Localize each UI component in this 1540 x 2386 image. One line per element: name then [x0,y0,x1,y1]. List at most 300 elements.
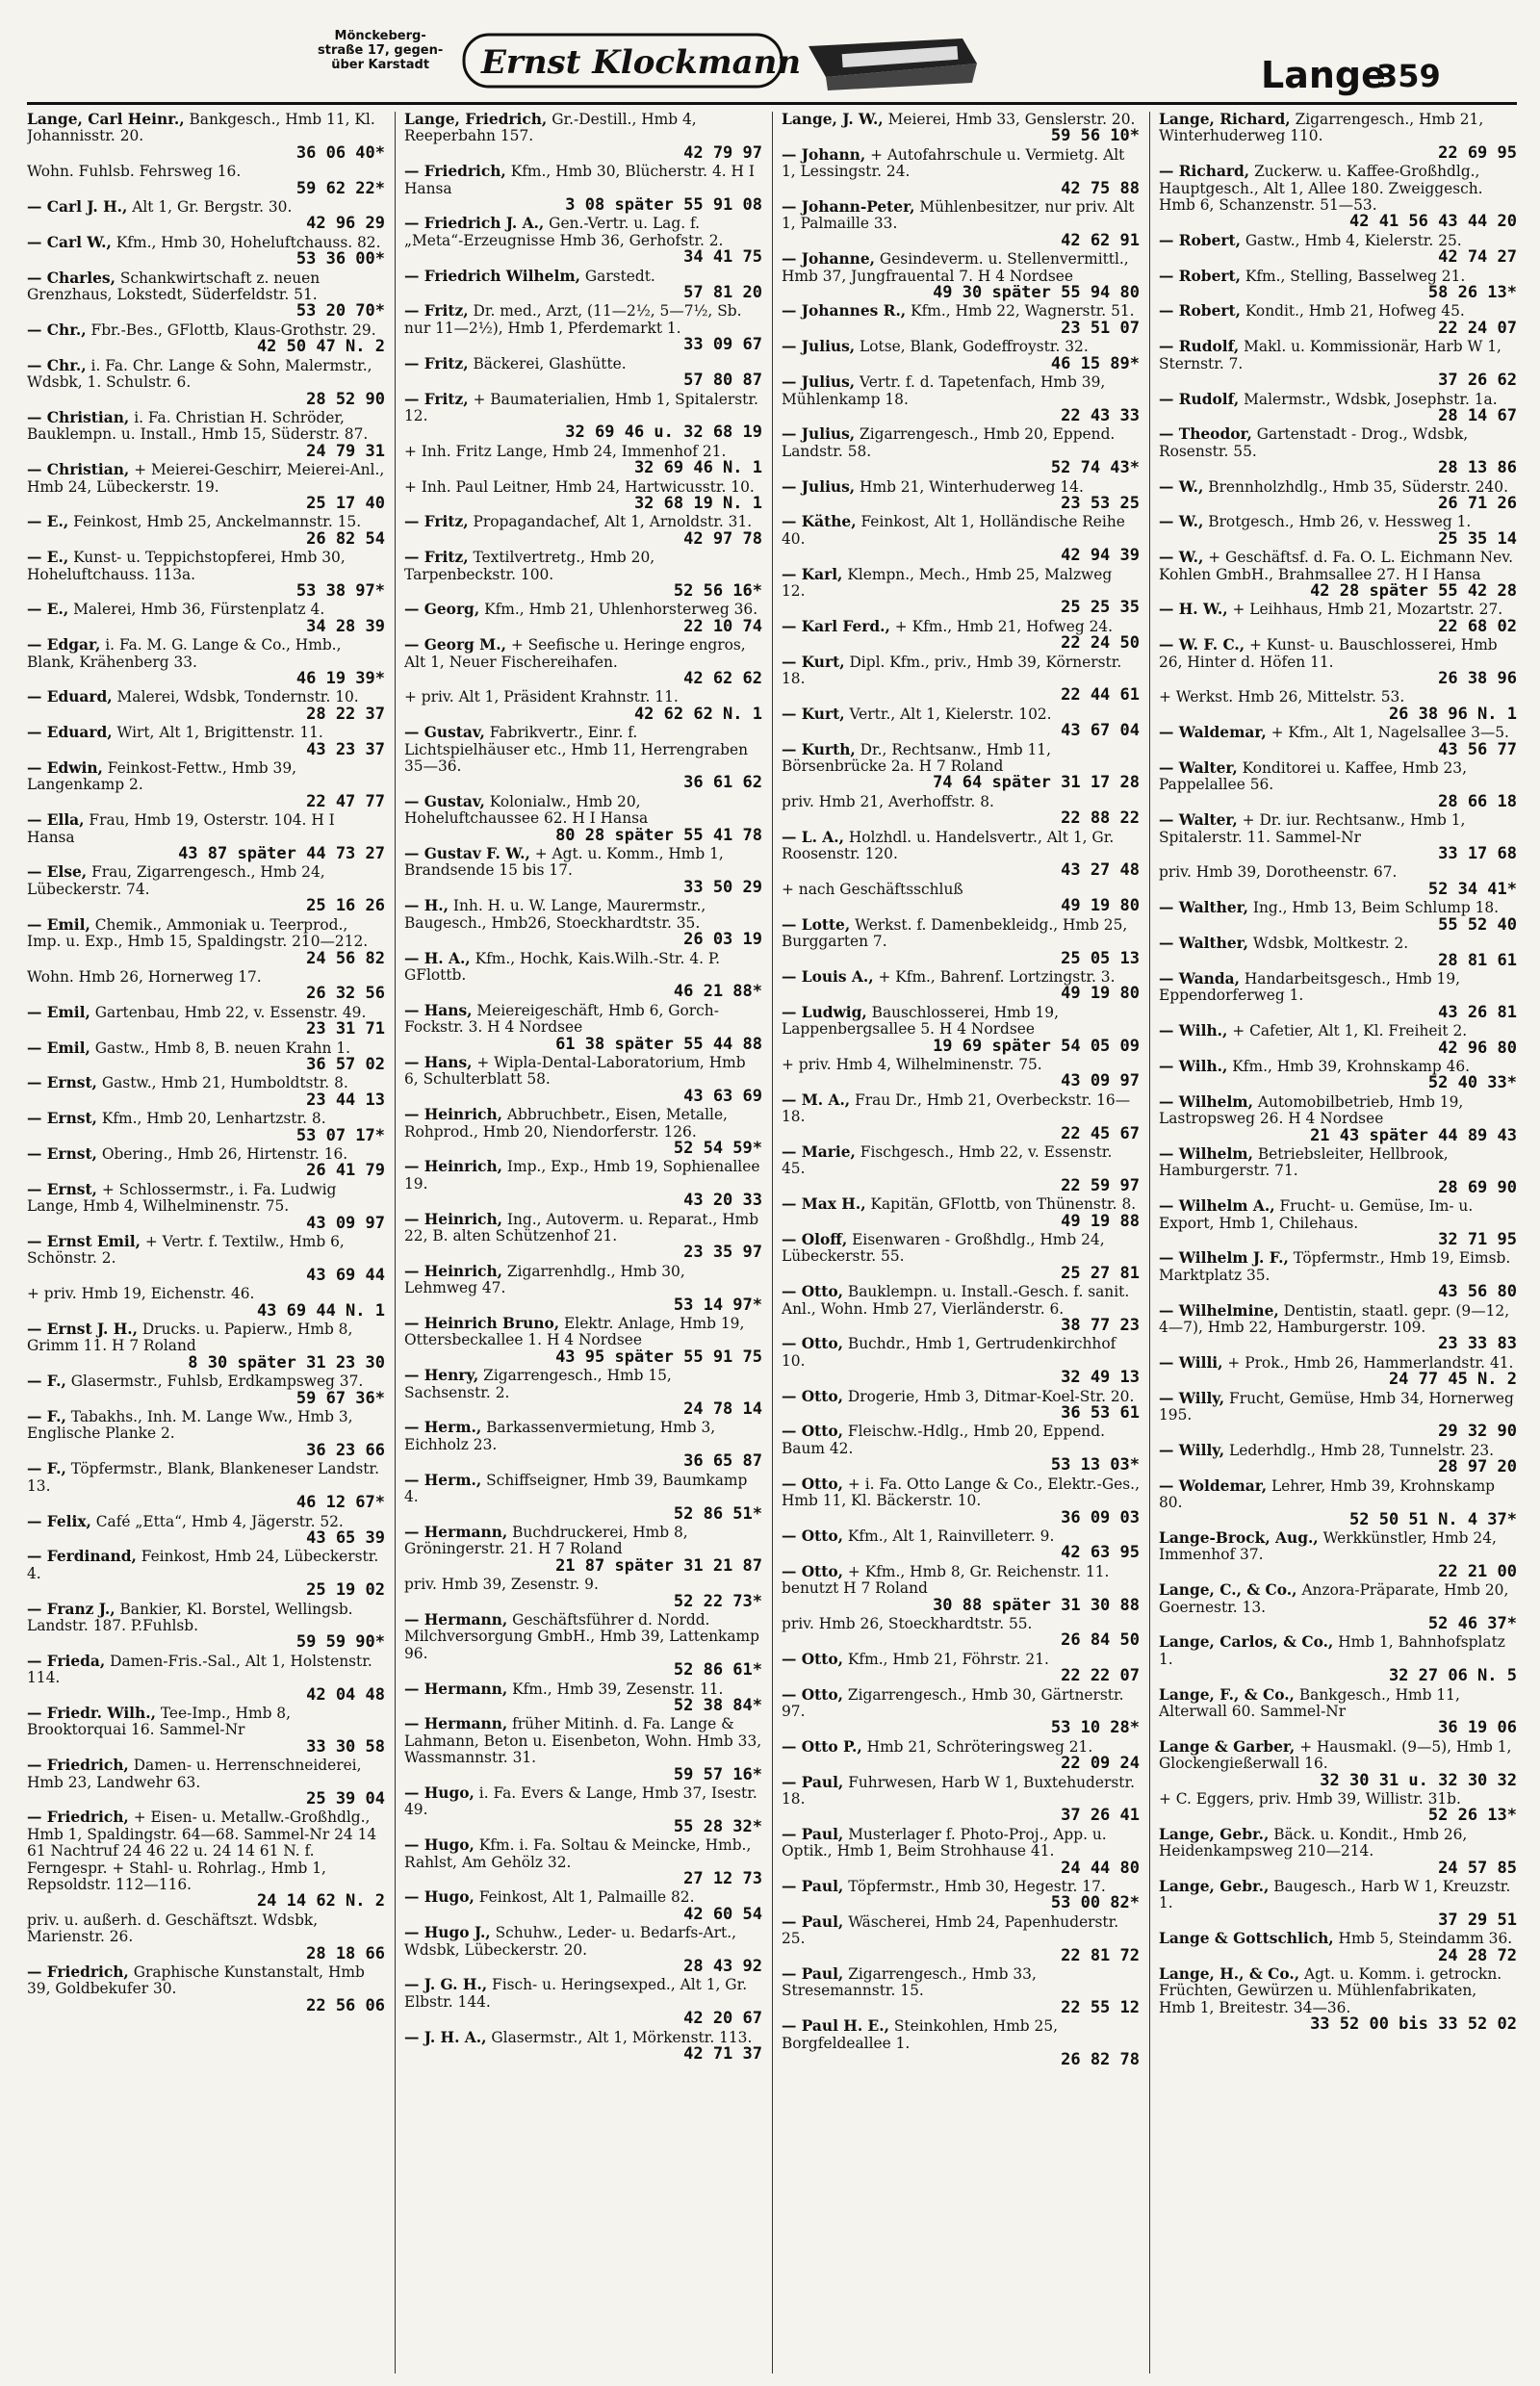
entry-name: — Paul, [782,1773,844,1791]
directory-entry [27,1286,385,1320]
entry-phone: 52 86 51* [673,1503,762,1524]
directory-entry [782,339,1140,372]
entry-phone: 28 69 90 [1438,1177,1517,1197]
entry-name: — Friedrich Wilhelm, [404,267,580,285]
directory-entry [782,2018,1140,2068]
entry-phone: 42 60 54 [683,1904,762,1924]
entry-name: Lange, H., & Co., [1159,1965,1300,1984]
entry-phone: 52 50 51 N. 4 37* [1349,1509,1517,1529]
directory-entry [782,917,1140,967]
page-header [0,0,1540,106]
entry-phone: 22 69 95 [1438,142,1517,163]
entry-phone: 28 13 86 [1438,458,1517,478]
entry-text: Fbr.-Bes., GFlottb, Klaus-Grothstr. 29. [90,321,376,339]
entry-text: Zigarrengesch., Hmb 21, Winterhuderweg 110. [1159,112,1484,145]
entry-name: — Willi, [1159,1353,1223,1372]
entry-phone: 22 24 50 [1061,633,1140,654]
entry-text: Gartenbau, Hmb 22, v. Essenstr. 49. [94,1003,367,1021]
entry-phone: 22 55 12 [1061,1997,1140,2017]
entry-text: Bäck. u. Kondit., Hmb 26, Heidenkampsweg 210—214. [1159,1825,1468,1860]
entry-phone: 22 09 24 [1061,1754,1140,1774]
entry-phone: 25 39 04 [306,1789,385,1809]
entry-name: — Johann-Peter, [782,198,915,217]
entry-text: Gastw., Hmb 4, Kielerstr. 25. [1245,231,1462,249]
entry-text: + Kfm., Hmb 21, Hofweg 24. [894,617,1114,635]
entry-phone: 36 65 87 [683,1451,762,1472]
entry-text: Tabakhs., Inh. M. Lange Ww., Hmb 3, Englische Planke 2. [27,1408,353,1443]
directory-entry [404,1055,762,1105]
entry-text: Schankwirtschaft z. neuen Grenzhaus, Lokstedt, Süderfeldstr. 51. [27,269,321,304]
suitcase-icon [808,38,977,90]
directory-entry [404,479,762,513]
column-3 [782,112,1140,2373]
entry-phone: 52 74 43* [1050,458,1140,478]
entry-text: Glasermstr., Fuhlsb, Erdkampsweg 37. [70,1373,364,1391]
entry-name: — Richard, [1159,163,1250,181]
entry-text: Imp., Exp., Hmb 19, Sophienallee 19. [404,1158,760,1193]
entry-phone: 36 09 03 [1061,1507,1140,1527]
entry-phone: 49 19 80 [1061,896,1140,916]
entry-phone: 26 03 19 [683,930,762,950]
entry-text: + Vertr. f. Textilw., Hmb 6, Schönstr. 2. [27,1233,345,1268]
entry-phone: 59 67 36* [295,1388,385,1408]
entry-text: Gr.-Destill., Hmb 4, Reeperbahn 157. [404,112,697,145]
directory-entry [404,303,762,353]
entry-name: — Walter, [1159,759,1238,778]
directory-entry [404,1837,762,1887]
entry-phone: 58 26 13* [1427,283,1517,303]
entry-text: + Inh. Paul Leitner, Hmb 24, Hartwicusstr. 10. [404,477,755,496]
entry-name: — Hans, [404,1053,473,1071]
entry-phone: 59 59 90* [295,1632,385,1653]
entry-text: Bauklempn. u. Install.-Gesch. f. sanit. Anl., Wohn. Hmb 27, Vierländerstr. 6. [782,1283,1130,1318]
entry-phone: 24 77 45 N. 2 [1388,1370,1517,1390]
directory-entry [782,1914,1140,1964]
directory-entry [1159,936,1517,969]
entry-phone: 24 14 62 N. 2 [256,1891,385,1911]
entry-name: — F., [27,1373,66,1391]
entry-text: Feinkost, Alt 1, Holländische Reihe 40. [782,513,1125,548]
entry-name: — Ferdinand, [27,1548,137,1566]
entry-text: Buchdr., Hmb 1, Gertrudenkirchhof 10. [782,1335,1116,1370]
directory-entry [1159,637,1517,687]
entry-phone: 43 69 44 N. 1 [256,1300,385,1321]
entry-text: Schuhw., Leder- u. Bedarfs-Art., Wdsbk, Lübeckerstr. 20. [404,1924,736,1959]
entry-name: — Theodor, [1159,425,1252,444]
directory-entry [404,1925,762,1975]
entry-text: priv. Hmb 21, Averhoffstr. 8. [782,792,994,810]
entry-text: Abbruchbetr., Eisen, Metalle, Rohprod., Hmb 20, Niendorferstr. 126. [404,1106,728,1141]
entry-text: priv. u. außerh. d. Geschäftszt. Wdsbk, Marienstr. 26. [27,1911,319,1946]
entry-text: Malerei, Hmb 36, Fürstenplatz 4. [73,601,325,619]
entry-text: + Agt. u. Komm., Hmb 1, Brandsende 15 bis 17. [404,845,724,880]
entry-phone: 25 05 13 [1061,948,1140,968]
entry-name: Lange-Brock, Aug., [1159,1528,1319,1547]
directory-entry [1159,1198,1517,1248]
directory-entry [1159,864,1517,898]
directory-entry [1159,689,1517,723]
entry-text: + Baumaterialien, Hmb 1, Spitalerstr. 12. [404,390,758,424]
entry-phone: 52 46 37* [1427,1613,1517,1633]
directory-entry [404,1577,762,1610]
entry-text: Drucks. u. Papierw., Hmb 8, Grimm 11. H 7 Roland [27,1321,353,1355]
entry-text: Ing., Hmb 13, Beim Schlump 18. [1252,899,1500,917]
directory-entry [1159,1355,1517,1389]
directory-entry [782,479,1140,513]
entry-text: + Schlossermstr., i. Fa. Ludwig Lange, Hmb 4, Wilhelminenstr. 75. [27,1180,337,1216]
entry-phone: 33 09 67 [683,335,762,355]
entry-name: — E., [27,513,69,531]
entry-text: Automobilbetrieb, Hmb 19, Lastropsweg 26. H 4 Nordsee [1159,1092,1464,1128]
entry-text: i. Fa. M. G. Lange & Co., Hmb., Blank, Krähenberg 33. [27,636,342,671]
directory-entry [404,1212,762,1262]
entry-phone: 37 29 51 [1438,1910,1517,1930]
entry-phone: 28 43 92 [683,1957,762,1977]
entry-phone: 42 97 78 [683,528,762,549]
entry-phone: 24 79 31 [306,441,385,461]
entry-phone: 52 86 61* [673,1660,762,1680]
entry-text: + Autofahrschule u. Vermietg. Alt 1, Lessingstr. 24. [782,145,1125,181]
entry-text: Frucht- u. Gemüse, Im- u. Export, Hmb 1, Chilehaus. [1159,1197,1474,1232]
entry-text: + C. Eggers, priv. Hmb 39, Willistr. 31b. [1159,1790,1461,1808]
entry-name: — Marie, [782,1142,856,1161]
directory-entry [782,567,1140,617]
entry-text: + Eisen- u. Metallw.-Großhdlg., Hmb 1, Spaldingstr. 64—68. Sammel-Nr 24 14 61 Nachtruf 24 46 22 u. 24 14 61 N. f. Ferngespr. + Stahl- u. Rohrlag., Hmb 1, Repsoldstr. 112—116. [27,1809,377,1894]
directory-entry [404,2030,762,2064]
entry-text: Feinkost, Hmb 24, Lübeckerstr. 4. [27,1548,379,1582]
entry-name: — Julius, [782,425,856,444]
entry-name: — Lotte, [782,915,851,934]
entry-phone: 42 74 27 [1438,247,1517,268]
entry-text: Kolonialw., Hmb 20, Hoheluftchaussee 62. H I Hansa [404,792,649,828]
entry-text: Kunst- u. Teppichstopferei, Hmb 30, Hoheluftchauss. 113a. [27,549,346,583]
directory-entry [1159,1931,1517,1964]
entry-text: Makl. u. Kommissionär, Harb W 1, Sternstr. 7. [1159,338,1502,372]
entry-phone: 53 10 28* [1050,1718,1140,1738]
entry-text: Betriebsleiter, Hellbrook, Hamburgerstr. 71. [1159,1144,1449,1180]
entry-text: Kfm., Hmb 20, Lenhartzstr. 8. [101,1110,326,1128]
entry-phone: 43 27 48 [1061,860,1140,881]
directory-entry [782,303,1140,337]
entry-text: Tee-Imp., Hmb 8, Brooktorquai 16. Sammel-Nr [27,1704,291,1739]
entry-name: Lange & Garber, [1159,1737,1296,1756]
entry-text: Fabrikvertr., Einr. f. Lichtspielhäuser etc., Hmb 11, Herrengraben 35—36. [404,724,749,776]
entry-name: — Hermann, [404,1610,508,1629]
entry-name: Lange, Gebr., [1159,1878,1270,1896]
entry-name: — Robert, [1159,302,1241,321]
entry-name: — Friedrich, [27,1963,129,1982]
directory-entry [404,1977,762,2027]
directory-entry [27,1234,385,1284]
directory-entry [404,689,762,723]
directory-entry [1159,1791,1517,1825]
directory-entry [404,1525,762,1575]
entry-text: + Seefische u. Heringe engros, Alt 1, Neuer Fischereihafen. [404,636,746,671]
entry-phone: 28 66 18 [1438,791,1517,811]
directory-entry [1159,164,1517,231]
entry-phone: 33 52 00 bis 33 52 02 [1310,2014,1517,2035]
entry-phone: 22 21 00 [1438,1561,1517,1581]
entry-name: — Hugo, [404,1888,475,1907]
entry-name: — Otto, [782,1475,843,1493]
directory-entry [27,864,385,914]
entry-phone: 30 88 später 31 30 88 [933,1595,1140,1615]
entry-phone: 42 79 97 [683,142,762,163]
entry-text: Zuckerw. u. Kaffee-Großhdlg., Hauptgesch., Alt 1, Allee 180. Zweiggesch. Hmb 6, Schanzenstr. 51—53. [1159,163,1483,215]
entry-name: Lange, C., & Co., [1159,1581,1297,1600]
entry-name: — Wilh., [1159,1022,1228,1040]
entry-name: — Paul H. E., [782,2017,889,2036]
entry-name: — Frieda, [27,1652,106,1670]
directory-entry [782,619,1140,653]
entry-phone: 42 96 80 [1438,1038,1517,1058]
entry-name: — Eduard, [27,688,113,706]
entry-phone: 26 38 96 [1438,669,1517,688]
directory-entry [782,426,1140,476]
directory-entry [1159,971,1517,1021]
entry-name: — Willy, [1159,1389,1225,1407]
address-line-1: Mönckeberg- [334,29,426,43]
entry-phone: 22 45 67 [1061,1123,1140,1143]
entry-text: i. Fa. Christian H. Schröder, Bauklempn. u. Install., Hmb 15, Süderstr. 87. [27,408,369,444]
entry-text: Konditorei u. Kaffee, Hmb 23, Pappelallee 56. [1159,759,1467,794]
entry-phone: 42 20 67 [683,2009,762,2029]
entry-phone: 43 56 80 [1438,1282,1517,1302]
directory-entry [1159,1879,1517,1929]
entry-phone: 52 34 41* [1427,879,1517,899]
entry-text: Hmb 21, Winterhuderweg 14. [860,477,1084,496]
entry-text: Klempn., Mech., Hmb 25, Malzweg 12. [782,565,1113,600]
entry-text: Kfm., Hmb 30, Blücherstr. 4. H I Hansa [404,163,755,197]
entry-text: Lederhdlg., Hmb 28, Tunnelstr. 23. [1229,1441,1495,1459]
directory-entry [404,356,762,390]
entry-name: — Christian, [27,408,130,426]
entry-phone: 42 62 62 N. 1 [633,704,762,724]
entry-phone: 36 57 02 [306,1054,385,1074]
entry-name: — Gustav, [404,724,485,742]
entry-text: Hmb 5, Steindamm 36. [1338,1930,1513,1948]
address-line-3: über Karstadt [331,58,430,72]
entry-name: — Wilhelm, [1159,1092,1253,1111]
directory-entry [27,1912,385,1963]
directory-entry [782,1196,1140,1230]
entry-text: Zigarrenhdlg., Hmb 30, Lehmweg 47. [404,1262,685,1297]
entry-text: Kfm., Alt 1, Rainvilleterr. 9. [847,1527,1055,1545]
entry-text: Töpfermstr., Hmb 19, Eimsb. Marktplatz 35. [1159,1249,1511,1284]
entry-name: — Paul, [782,1965,844,1984]
page-number: 359 [1376,58,1441,94]
entry-name: — Julius, [782,373,856,392]
directory-entry [782,1652,1140,1685]
entry-name: — Wanda, [1159,969,1240,988]
directory-entry [404,1159,762,1209]
entry-text: Werkst. f. Damenbekleidg., Hmb 25, Burggarten 7. [782,915,1128,951]
directory-entry [27,1111,385,1144]
directory-entry [27,1040,385,1074]
entry-name: — Georg, [404,601,480,619]
entry-phone: 22 88 22 [1061,808,1140,829]
entry-text: Fischgesch., Hmb 22, v. Essenstr. 45. [782,1142,1113,1178]
entry-text: Gesindeverm. u. Stellenvermittl., Hmb 37, Jungfrauental 7. H 4 Nordsee [782,250,1129,285]
directory-entry [782,969,1140,1003]
logo-text: Ernst Klockmann [481,43,802,82]
directory-entry [1159,1391,1517,1441]
directory-entry [782,1424,1140,1474]
directory-entry [782,1476,1140,1527]
entry-phone: 27 12 73 [683,1869,762,1889]
entry-phone: 42 71 37 [683,2044,762,2065]
entry-text: Töpfermstr., Blank, Blankeneser Landstr. 13. [27,1460,379,1495]
entry-phone: 57 81 20 [683,283,762,303]
entry-text: + Leihhaus, Hmb 21, Mozartstr. 27. [1232,601,1503,619]
entry-phone: 23 31 71 [306,1019,385,1039]
entry-phone: 36 19 06 [1438,1718,1517,1738]
entry-phone: 43 09 97 [306,1213,385,1233]
entry-text: Meierei, Hmb 33, Genslerstr. 20. [887,112,1136,128]
directory-entry [404,898,762,948]
entry-text: Dipl. Kfm., priv., Hmb 39, Körnerstr. 18. [782,653,1122,687]
entry-name: — Otto P., [782,1737,862,1756]
column-divider [1149,112,1150,2373]
entry-phone: 32 69 46 u. 32 68 19 [565,423,762,443]
entry-name: Lange, Carl Heinr., [27,112,185,128]
entry-name: — Heinrich Bruno, [404,1315,560,1333]
entry-text: Meiereigeschäft, Hmb 6, Gorch-Fockstr. 3. H 4 Nordsee [404,1001,719,1037]
directory-entry [404,1420,762,1470]
entry-text: priv. Hmb 39, Zesenstr. 9. [404,1576,599,1594]
directory-entry [27,164,385,197]
entry-phone: 42 62 62 [683,669,762,688]
entry-text: Lotse, Blank, Godeffroystr. 32. [860,338,1089,356]
entry-text: Frau Dr., Hmb 21, Overbeckstr. 16—18. [782,1090,1131,1126]
directory-entry [27,1146,385,1180]
entry-phone: 28 81 61 [1438,950,1517,970]
directory-entry [782,1687,1140,1737]
entry-text: Damen-Fris.-Sal., Alt 1, Holstenstr. 114. [27,1652,372,1687]
directory-entry [782,1775,1140,1825]
entry-phone: 32 30 31 u. 32 30 32 [1320,1770,1517,1790]
entry-phone: 42 75 88 [1061,178,1140,198]
entry-phone: 24 57 85 [1438,1858,1517,1878]
entry-phone: 37 26 62 [1438,371,1517,391]
entry-text: Eisenwaren - Großhdlg., Hmb 24, Lübeckerstr. 55. [782,1231,1105,1266]
column-4 [1159,112,1517,2373]
entry-name: — Wilhelm, [1159,1144,1253,1163]
directory-entry [1159,725,1517,758]
entry-text: Hmb 21, Schröteringsweg 21. [866,1737,1093,1756]
entry-name: — Rudolf, [1159,390,1240,408]
directory-entry [404,602,762,635]
directory-entry [27,112,385,162]
directory-entry [1159,514,1517,548]
directory-entry [404,1264,762,1314]
klockmann-logo [462,27,982,94]
entry-phone: 24 44 80 [1061,1858,1140,1878]
entry-text: + i. Fa. Otto Lange & Co., Elektr.-Ges., Hmb 11, Kl. Bäckerstr. 10. [782,1475,1140,1510]
entry-phone: 24 78 14 [683,1399,762,1420]
entry-phone: 26 32 56 [306,984,385,1004]
directory-entry [27,322,385,356]
directory-entry [1159,760,1517,810]
entry-text: + Kfm., Bahrenf. Lortzingstr. 3. [878,967,1116,986]
directory-entry [27,689,385,723]
directory-entry [782,882,1140,915]
entry-name: — F., [27,1408,66,1426]
entry-name: — Otto, [782,1527,843,1545]
entry-name: — Robert, [1159,267,1241,285]
entry-name: — Johann, [782,145,866,164]
entry-name: — Chr., [27,356,87,374]
directory-entry [27,1373,385,1407]
entry-text: Wohn. Fuhlsb. Fehrsweg 16. [27,163,242,181]
entry-phone: 43 87 später 44 73 27 [178,844,385,864]
entry-phone: 43 56 77 [1438,739,1517,759]
directory-entry [1159,900,1517,934]
directory-entry [782,199,1140,249]
entry-name: — Waldemar, [1159,724,1267,742]
directory-entry [1159,1582,1517,1632]
entry-phone: 22 47 77 [306,791,385,811]
entry-name: — E., [27,549,69,567]
entry-name: — Gustav, [404,792,485,810]
entry-name: — Ella, [27,811,85,830]
entry-phone: 52 38 84* [673,1695,762,1715]
directory-entry [782,742,1140,792]
entry-name: — Robert, [1159,231,1241,249]
directory-entry [1159,1303,1517,1353]
entry-phone: 26 84 50 [1061,1630,1140,1651]
entry-text: Gen.-Vertr. u. Lag. f. „Meta“-Erzeugnisse Hmb 36, Gerhofstr. 2. [404,215,724,249]
entry-text: Zigarrengesch., Hmb 33, Stresemannstr. 15. [782,1965,1037,2000]
entry-text: Zigarrengesch., Hmb 30, Gärtnerstr. 97. [782,1685,1124,1720]
entry-text: Vertr. f. d. Tapetenfach, Hmb 39, Mühlenkamp 18. [782,373,1106,408]
directory-entry [27,969,385,1003]
entry-text: + Hausmakl. (9—5), Hmb 1, Glockengießerwall 16. [1159,1737,1512,1773]
entry-name: — Ludwig, [782,1003,867,1021]
directory-entry [27,1321,385,1372]
entry-phone: 43 95 später 55 91 75 [555,1347,762,1367]
entry-name: — Christian, [27,461,130,479]
entry-text: Ing., Autoverm. u. Reparat., Hmb 22, B. alten Schützenhof 21. [404,1210,759,1244]
entry-text: Bankgesch., Hmb 11, Alterwall 60. Sammel-Nr [1159,1685,1460,1720]
entry-phone: 26 41 79 [306,1161,385,1181]
directory-entry [782,1528,1140,1562]
entry-name: — Louis A., [782,967,874,986]
directory-entry [1159,1530,1517,1580]
entry-text: Mühlenbesitzer, nur priv. Alt 1, Palmaille 33. [782,198,1135,233]
directory-entry [27,270,385,321]
entry-name: — Rudolf, [1159,338,1240,356]
entry-phone: 24 28 72 [1438,1945,1517,1965]
directory-entry [1159,426,1517,476]
entry-name: — Ernst J. H., [27,1321,138,1339]
directory-entry [404,550,762,600]
entry-text: Textilvertretg., Hmb 20, Tarpenbeckstr. 100. [404,549,655,583]
entry-text: + Wipla-Dental-Laboratorium, Hmb 6, Schulterblatt 58. [404,1053,746,1089]
entry-name: — E., [27,601,69,619]
directory-entry [782,1336,1140,1386]
entry-text: Gartenstadt - Drog., Wdsbk, Rosenstr. 55. [1159,425,1469,460]
entry-name: — Paul, [782,1825,844,1843]
entry-text: Café „Etta“, Hmb 4, Jägerstr. 52. [95,1512,344,1530]
entry-name: — Charles, [27,269,116,287]
entry-name: — Otto, [782,1423,843,1441]
directory-entry [1159,1687,1517,1737]
entry-phone: 28 97 20 [1438,1457,1517,1477]
directory-entry [1159,1739,1517,1789]
entry-text: + priv. Alt 1, Präsident Krahnstr. 11. [404,688,679,706]
directory-entry [404,951,762,1001]
